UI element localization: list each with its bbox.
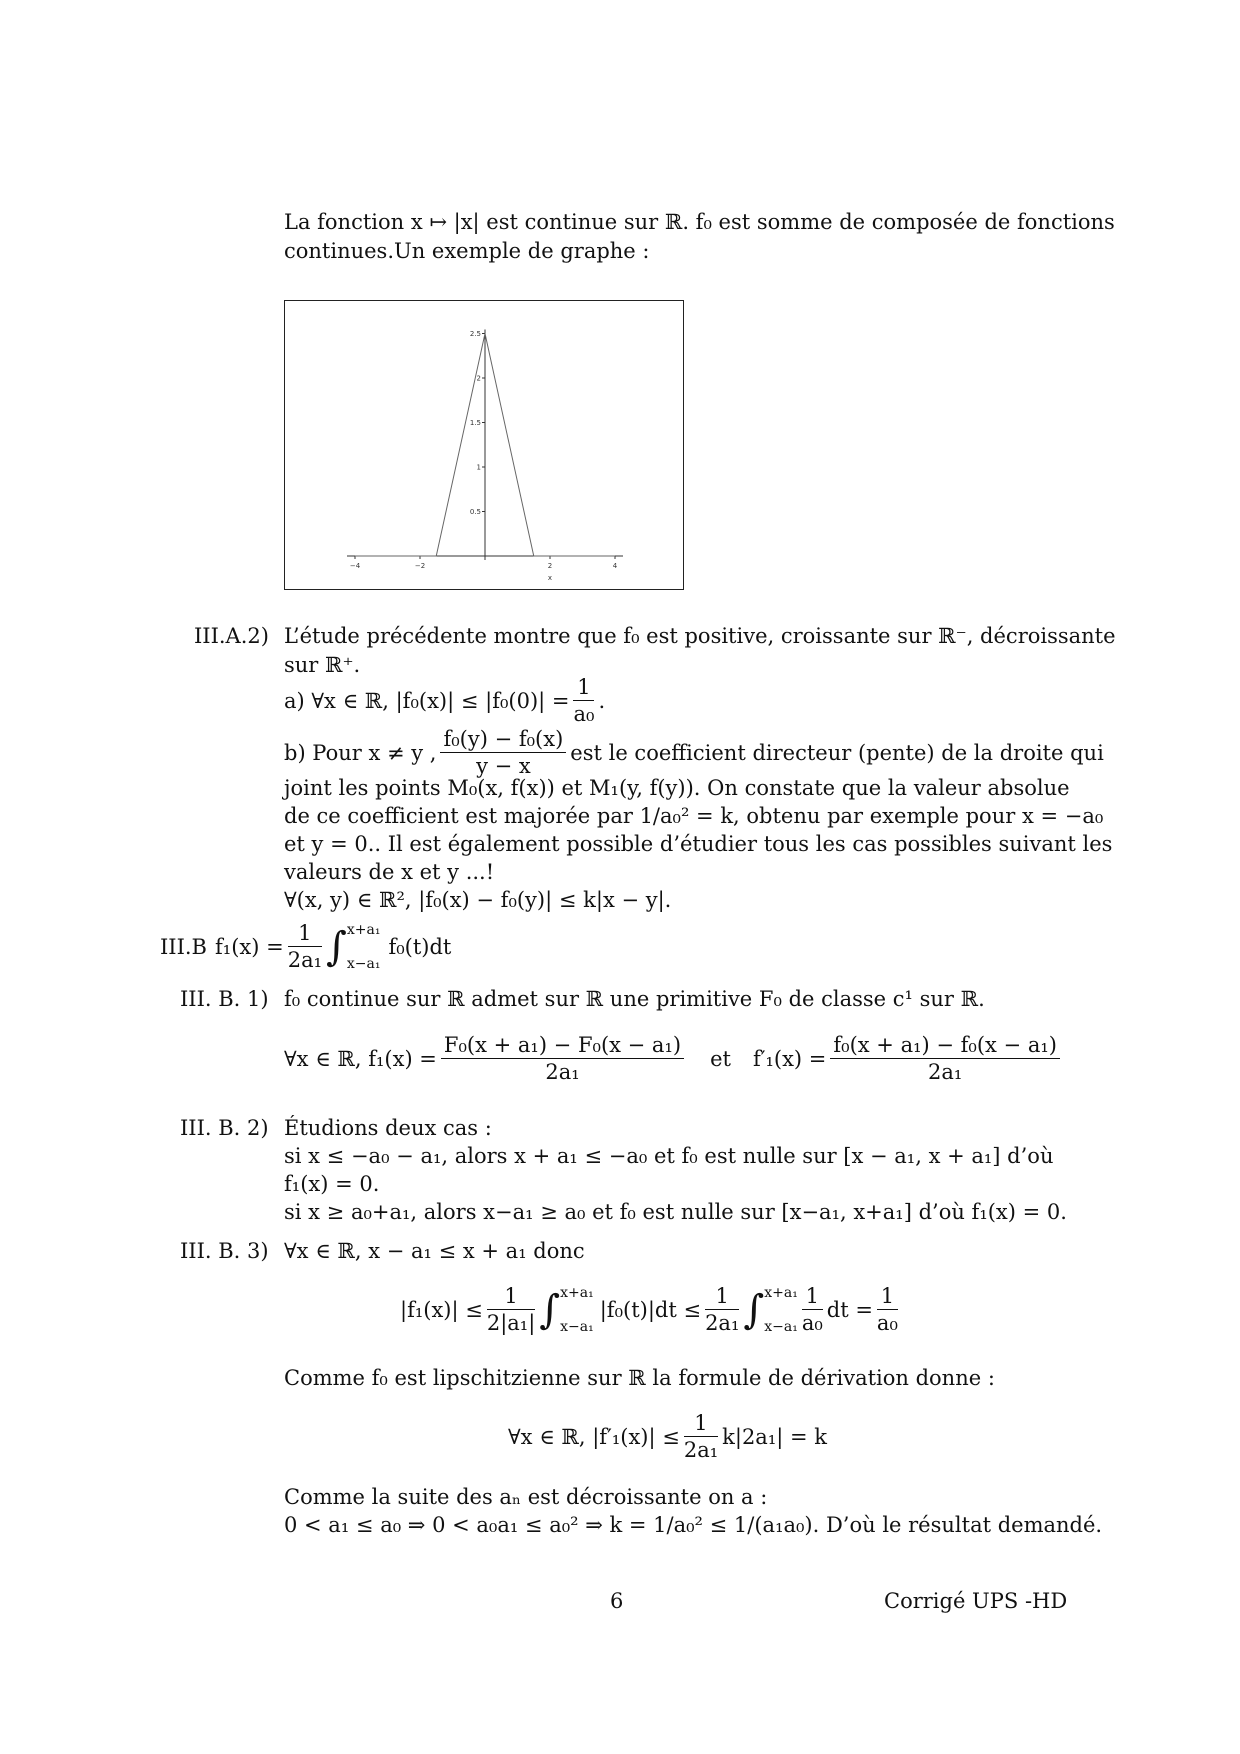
b-def-limits <box>347 922 381 972</box>
b3-eq2-fraction <box>684 1410 718 1463</box>
x-tick-label: −4 <box>349 562 361 570</box>
b2-line-1: Étudions deux cas : <box>284 1116 492 1140</box>
a2-b-line <box>284 726 1104 779</box>
intro-line-1: La fonction x ↦ |x| est continue sur ℝ. f₀ est somme de composée de fonctions <box>284 210 1115 234</box>
b-definition <box>160 920 451 973</box>
b3-eq2-rhs: k|2a₁| = k <box>722 1424 827 1449</box>
b1-eq2-den: 2a₁ <box>928 1060 963 1084</box>
a2-line-1: L’étude précédente montre que f₀ est positive, croissante sur ℝ⁻, décroissante <box>284 624 1116 648</box>
y-tick-label: 2 <box>476 374 481 383</box>
b3-comme-1: Comme f₀ est lipschitzienne sur ℝ la formule de dérivation donne : <box>284 1366 995 1390</box>
section-label-b1: III. B. 1) <box>180 987 269 1011</box>
b3-last-line: 0 < a₁ ≤ a₀ ⇒ 0 < a₀a₁ ≤ a₀² ⇒ k = 1/a₀² ≤ 1/(a₁a₀). D’où le résultat demandé. <box>284 1513 1103 1537</box>
b1-eq-lhs: ∀x ∈ ℝ, f₁(x) = <box>284 1046 437 1071</box>
b3-lhs: |f₁(x)| ≤ <box>400 1297 483 1322</box>
b1-eq2-fraction <box>830 1032 1060 1085</box>
y-tick-label: 1.5 <box>469 419 481 427</box>
b3-f3 <box>802 1283 823 1336</box>
section-label-a2: III.A.2) <box>194 624 269 648</box>
a2-a-fraction <box>573 674 594 727</box>
a2-line-2: sur ℝ⁺. <box>284 653 361 677</box>
b3-lower-1: x−a₁ <box>560 1318 594 1335</box>
b3-f1 <box>487 1283 535 1336</box>
b-def-num: 1 <box>288 920 322 947</box>
b1-et: et <box>710 1046 731 1071</box>
b3-f2-num: 1 <box>705 1283 739 1310</box>
integral-sign: ∫ <box>539 1286 561 1333</box>
x-tick-label: 4 <box>612 562 618 570</box>
b-def-upper: x+a₁ <box>346 921 381 938</box>
page-number: 6 <box>610 1589 624 1613</box>
section-label-b2: III. B. 2) <box>180 1116 269 1140</box>
b-def-integrand: f₀(t)dt <box>388 934 452 959</box>
a2-line-8: valeurs de x et y ...! <box>284 860 495 884</box>
section-label-b3: III. B. 3) <box>180 1239 269 1263</box>
b3-eq2-num: 1 <box>684 1410 718 1437</box>
b3-f2-den: 2a₁ <box>705 1311 740 1335</box>
x-tick-label: −2 <box>414 562 426 570</box>
footer-credit: Corrigé UPS -HD <box>884 1589 1068 1613</box>
integral-sign: ∫ <box>743 1286 765 1333</box>
b1-eq-num: F₀(x + a₁) − F₀(x − a₁) <box>441 1032 684 1059</box>
b-def-lower: x−a₁ <box>346 955 381 972</box>
b3-eq2-lhs: ∀x ∈ ℝ, |f′₁(x)| ≤ <box>508 1424 680 1449</box>
b3-f3-den: a₀ <box>801 1311 823 1335</box>
x-tick-label: 2 <box>547 562 553 570</box>
a2-b-pre: b) Pour x ≠ y , <box>284 740 437 765</box>
y-tick-label: 0.5 <box>469 508 481 516</box>
b3-f1-den: 2|a₁| <box>486 1311 536 1335</box>
a2-line-9: ∀(x, y) ∈ ℝ², |f₀(x) − f₀(y)| ≤ k|x − y|. <box>284 888 672 912</box>
a2-line-6: de ce coefficient est majorée par 1/a₀² = k, obtenu par exemple pour x = −a₀ <box>284 804 1104 828</box>
a2-a-period: . <box>598 688 606 713</box>
b3-inequality <box>400 1283 902 1336</box>
b3-limits-1 <box>560 1285 594 1335</box>
b1-eq-den: 2a₁ <box>545 1060 580 1084</box>
b3-f1-num: 1 <box>487 1283 535 1310</box>
b2-line-3: f₁(x) = 0. <box>284 1172 380 1196</box>
b1-eq2-num: f₀(x + a₁) − f₀(x − a₁) <box>830 1032 1060 1059</box>
a2-a-num: 1 <box>573 674 594 701</box>
b-def-fraction <box>288 920 322 973</box>
a2-a-den: a₀ <box>573 702 595 726</box>
a2-a-text: a) ∀x ∈ ℝ, |f₀(x)| ≤ |f₀(0)| = <box>284 688 570 713</box>
a2-b-den: y − x <box>476 754 531 778</box>
graph-figure <box>284 300 684 590</box>
y-tick-label: 1 <box>476 463 481 472</box>
b3-f4-den: a₀ <box>876 1311 898 1335</box>
intro-line-2: continues.Un exemple de graphe : <box>284 239 650 263</box>
x-axis-label: x <box>547 574 553 582</box>
y-tick-label: 2.5 <box>469 330 481 338</box>
a2-line-5: joint les points M₀(x, f(x)) et M₁(y, f(y)). On constate que la valeur absolue <box>284 776 1070 800</box>
a2-b-post: est le coefficient directeur (pente) de la droite qui <box>570 740 1104 765</box>
b3-upper-1: x+a₁ <box>560 1284 594 1301</box>
b3-limits-2 <box>764 1285 798 1335</box>
b3-comme-2: Comme la suite des aₙ est décroissante on a : <box>284 1485 768 1509</box>
b1-eq-fraction <box>441 1032 684 1085</box>
b3-mid: |f₀(t)|dt ≤ <box>599 1297 702 1322</box>
section-label-b: III.B <box>160 934 207 959</box>
a2-a-line <box>284 674 605 727</box>
b2-line-2: si x ≤ −a₀ − a₁, alors x + a₁ ≤ −a₀ et f₀ est nulle sur [x − a₁, x + a₁] d’où <box>284 1144 1054 1168</box>
integral-sign: ∫ <box>326 923 347 970</box>
b3-f4 <box>877 1283 898 1336</box>
b3-text: ∀x ∈ ℝ, x − a₁ ≤ x + a₁ donc <box>284 1239 585 1263</box>
b3-lower-2: x−a₁ <box>764 1318 798 1335</box>
a2-b-fraction <box>440 726 566 779</box>
graph-svg <box>285 301 683 589</box>
b2-line-4: si x ≥ a₀+a₁, alors x−a₁ ≥ a₀ et f₀ est nulle sur [x−a₁, x+a₁] d’où f₁(x) = 0. <box>284 1200 1067 1224</box>
b3-eq2-den: 2a₁ <box>683 1438 719 1462</box>
b3-equation-2 <box>508 1410 827 1463</box>
b3-upper-2: x+a₁ <box>764 1284 798 1301</box>
a2-b-num: f₀(y) − f₀(x) <box>440 726 566 753</box>
a2-line-7: et y = 0.. Il est également possible d’étudier tous les cas possibles suivant les <box>284 832 1113 856</box>
b-def-lhs: f₁(x) = <box>215 934 284 959</box>
b1-equation <box>284 1032 1064 1085</box>
b3-dt: dt = <box>826 1297 873 1322</box>
b-def-den: 2a₁ <box>287 948 323 972</box>
b3-f3-num: 1 <box>802 1283 823 1310</box>
b3-f2 <box>705 1283 739 1336</box>
b3-f4-num: 1 <box>877 1283 898 1310</box>
b1-eq2-lhs: f′₁(x) = <box>752 1046 827 1071</box>
b1-text: f₀ continue sur ℝ admet sur ℝ une primitive F₀ de classe c¹ sur ℝ. <box>284 987 985 1011</box>
